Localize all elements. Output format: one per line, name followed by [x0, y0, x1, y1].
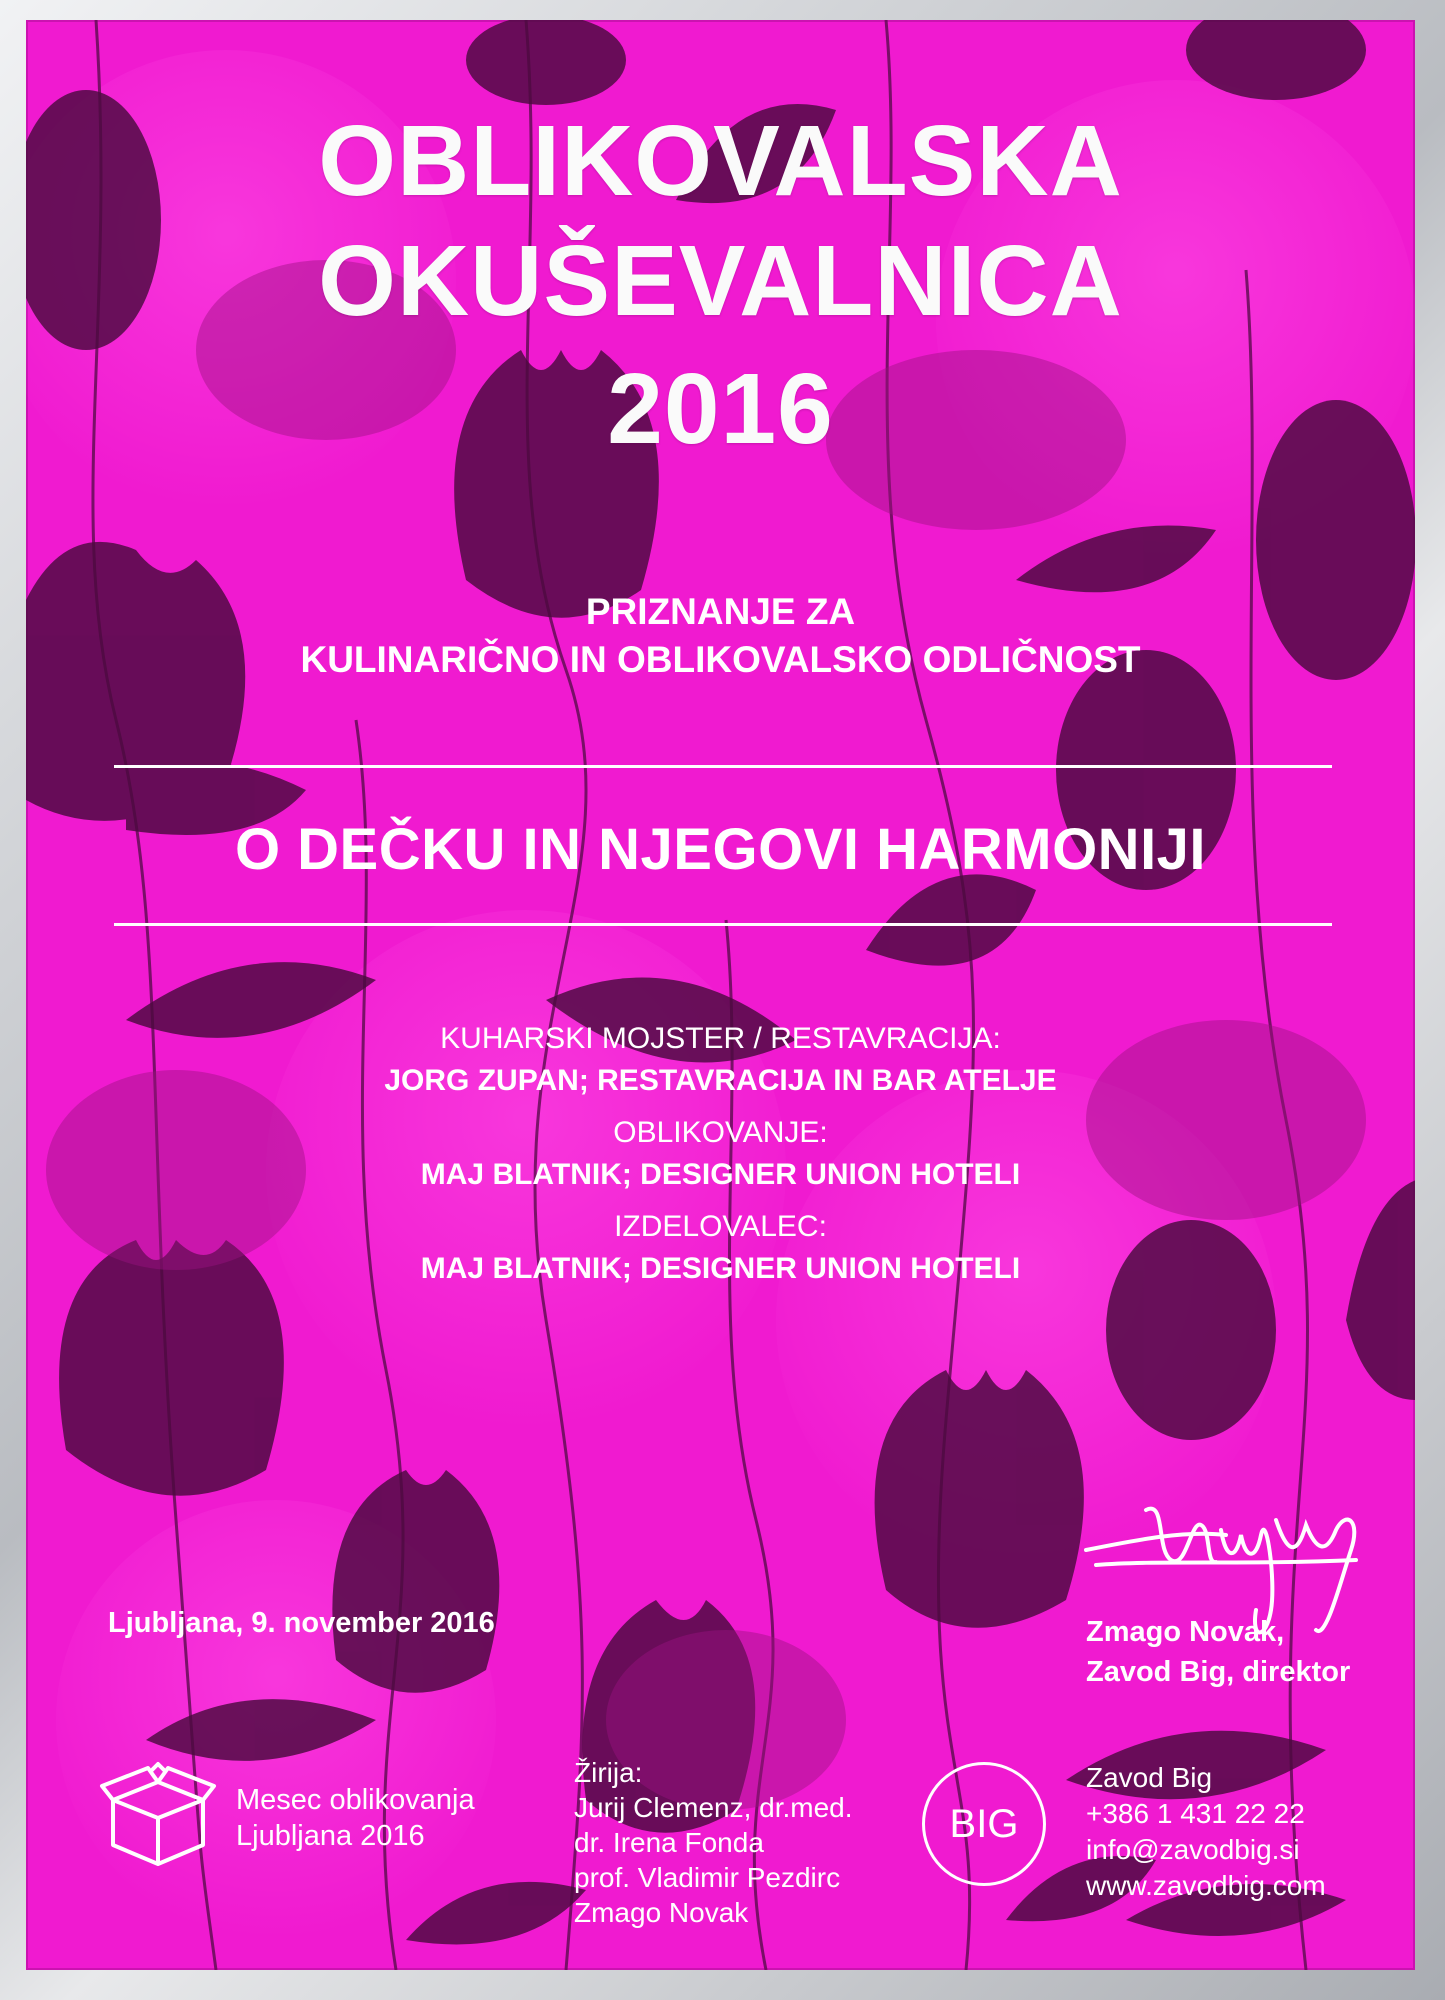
work-title: O DEČKU IN NJEGOVI HARMONIJI [234, 817, 1207, 882]
signer-name: Zmago Novak, [1086, 1616, 1285, 1648]
title-line-2: OKUŠEVALNICA [318, 225, 1123, 337]
signer-role: Zavod Big, direktor [1086, 1656, 1351, 1688]
jury-member: Jurij Clemenz, dr.med. [574, 1792, 853, 1823]
maker-value: MAJ BLATNIK; DESIGNER UNION HOTELI [420, 1252, 1021, 1285]
jury-list [574, 1755, 853, 1930]
jury-member: Zmago Novak [574, 1897, 749, 1928]
design-value: MAJ BLATNIK; DESIGNER UNION HOTELI [420, 1158, 1021, 1191]
event-name [236, 1782, 475, 1854]
award-line-2: KULINARIČNO IN OBLIKOVALSKO ODLIČNOST [300, 639, 1141, 680]
chef-label: KUHARSKI MOJSTER / RESTAVRACIJA: [440, 1022, 1001, 1055]
place-date: Ljubljana, 9. november 2016 [108, 1607, 495, 1639]
big-logo-text: BIG [949, 1801, 1019, 1846]
contact-web: www.zavodbig.com [1086, 1870, 1326, 1901]
contact-block [1086, 1760, 1326, 1904]
event-line-2: Ljubljana 2016 [236, 1820, 425, 1852]
event-line-1: Mesec oblikovanja [236, 1784, 475, 1816]
jury-label: Žirija: [574, 1757, 643, 1788]
title-year: 2016 [607, 353, 834, 465]
certificate-content [26, 20, 1415, 1970]
box-icon [98, 1760, 218, 1870]
award-line-1: PRIZNANJE ZA [585, 591, 856, 632]
signer-block [1086, 1612, 1350, 1692]
contact-name: Zavod Big [1086, 1762, 1213, 1793]
design-label: OBLIKOVANJE: [613, 1116, 828, 1149]
chef-value: JORG ZUPAN; RESTAVRACIJA IN BAR ATELJE [384, 1064, 1057, 1097]
jury-member: prof. Vladimir Pezdirc [574, 1862, 841, 1893]
divider-bottom [114, 923, 1332, 926]
contact-email: info@zavodbig.si [1086, 1834, 1300, 1865]
contact-phone: +386 1 431 22 22 [1086, 1798, 1305, 1829]
big-logo [922, 1762, 1046, 1886]
certificate-poster [26, 20, 1415, 1970]
divider-top [114, 765, 1332, 768]
jury-member: dr. Irena Fonda [574, 1827, 764, 1858]
maker-label: IZDELOVALEC: [614, 1210, 827, 1243]
title-line-1: OBLIKOVALSKA [318, 105, 1123, 217]
